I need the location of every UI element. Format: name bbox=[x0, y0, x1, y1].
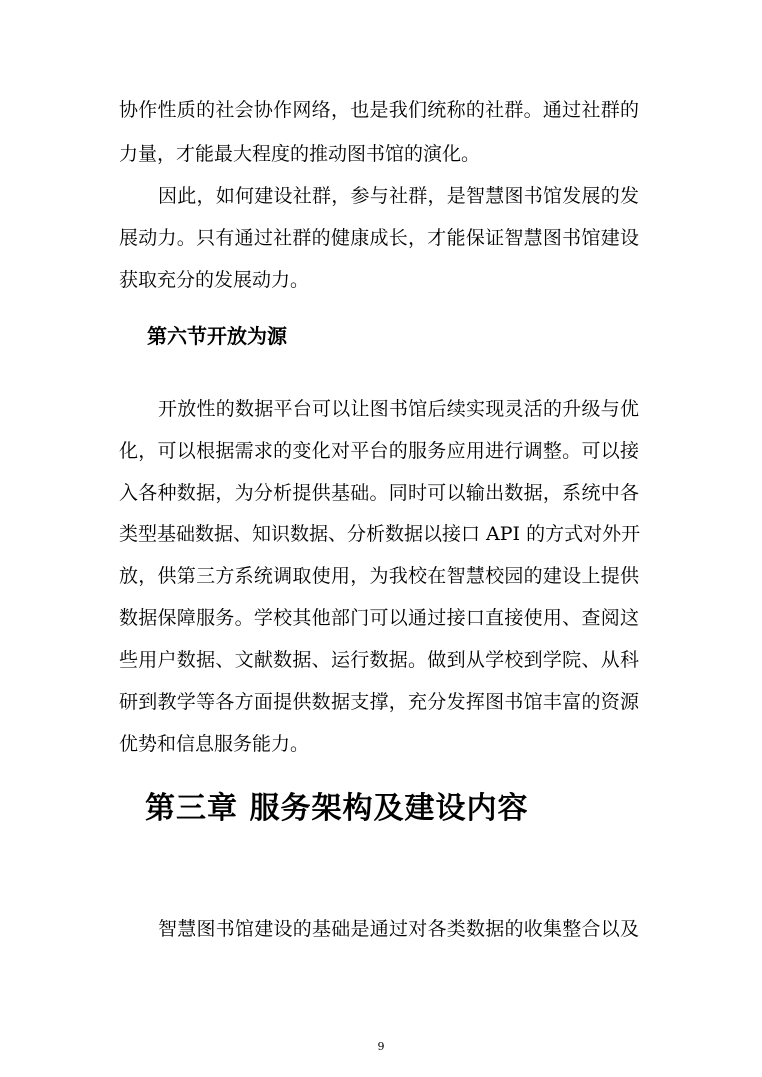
text-line: 获取充分的发展动力。 bbox=[119, 269, 310, 291]
text-line: 展动力。只有通过社群的健康成长，才能保证智慧图书馆建设 bbox=[119, 227, 639, 249]
text-line: 研到教学等各方面提供数据支撑，充分发挥图书馆丰富的资源 bbox=[119, 691, 639, 713]
text-line: 些用户数据、文献数据、运行数据。做到从学校到学院、从科 bbox=[119, 649, 639, 671]
text-line: 智慧图书馆建设的基础是通过对各类数据的收集整合以及 bbox=[158, 918, 639, 940]
text-line: 入各种数据，为分析提供基础。同时可以输出数据，系统中各 bbox=[119, 482, 639, 504]
page-number: 9 bbox=[377, 1040, 385, 1053]
text-line: 化，可以根据需求的变化对平台的服务应用进行调整。可以接 bbox=[119, 440, 639, 462]
chapter-heading: 第三章 服务架构及建设内容 bbox=[145, 791, 529, 826]
section-heading: 第六节开放为源 bbox=[147, 324, 287, 348]
text-line: 数据保障服务。学校其他部门可以通过接口直接使用、查阅这 bbox=[119, 607, 639, 629]
text-line: 优势和信息服务能力。 bbox=[119, 733, 310, 755]
text-line: 协作性质的社会协作网络，也是我们统称的社群。通过社群的 bbox=[119, 99, 639, 121]
text-line: 因此，如何建设社群，参与社群，是智慧图书馆发展的发 bbox=[158, 185, 639, 207]
text-line: 类型基础数据、知识数据、分析数据以接口 API 的方式对外开 bbox=[119, 523, 641, 545]
text-line: 开放性的数据平台可以让图书馆后续实现灵活的升级与优 bbox=[158, 398, 639, 420]
text-line: 力量，才能最大程度的推动图书馆的演化。 bbox=[119, 143, 481, 165]
text-line: 放，供第三方系统调取使用，为我校在智慧校园的建设上提供 bbox=[119, 565, 639, 587]
